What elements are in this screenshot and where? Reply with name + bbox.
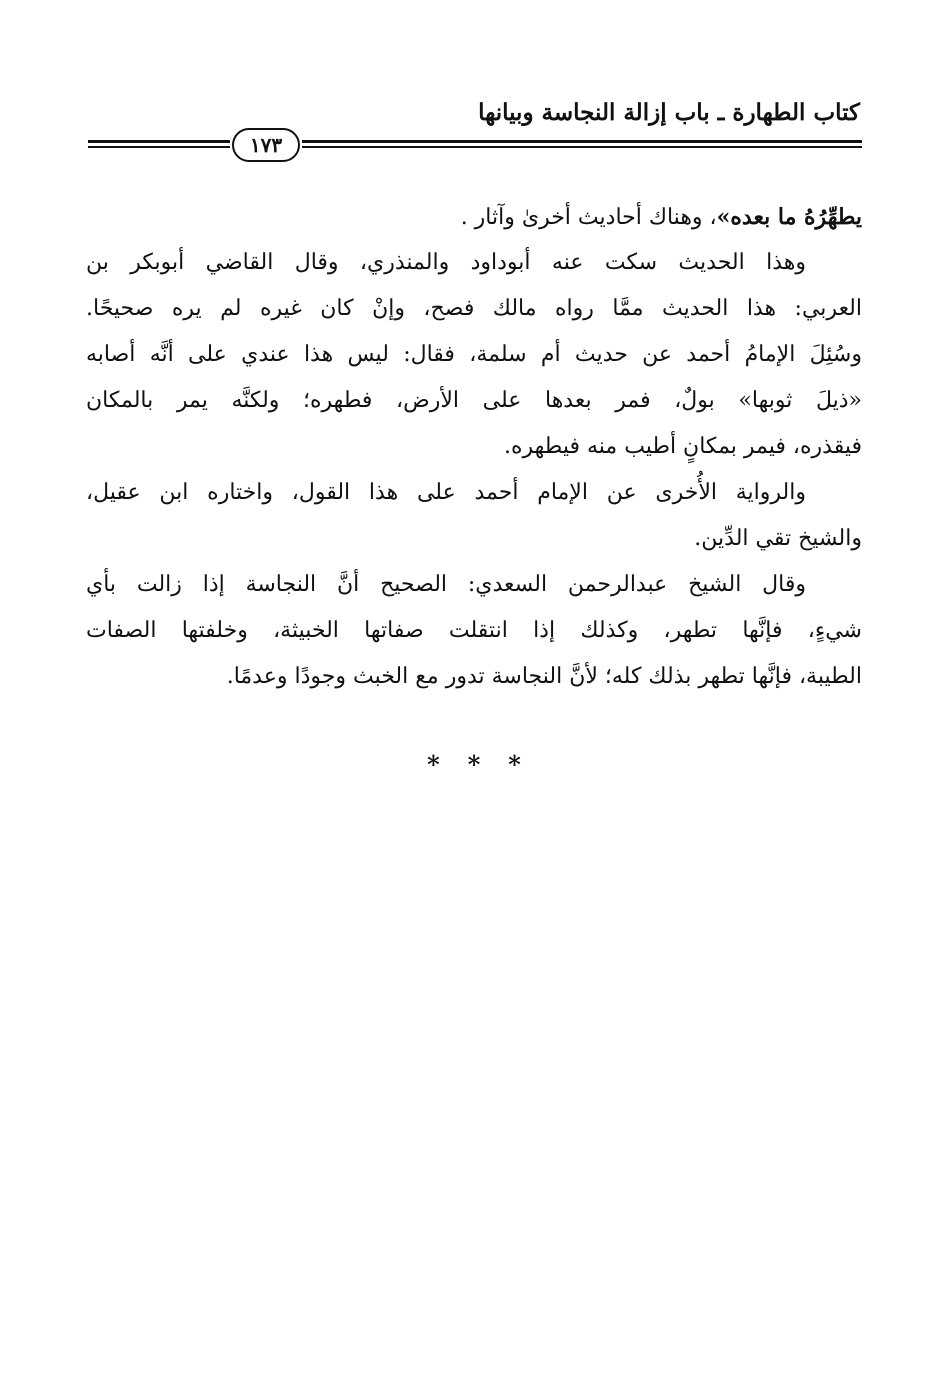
text-line-2: وهذا الحديث سكت عنه أبوداود والمنذري، وقال القاضي أبوبكر بن	[86, 250, 806, 275]
text-line-7: والرواية الأُخرى عن الإمام أحمد على هذا القول، واختاره ابن عقيل،	[86, 480, 806, 505]
text-line-1-rest: ، وهناك أحاديث أخرىٰ وآثار .	[460, 205, 717, 230]
text-line-8: والشيخ تقي الدِّين.	[694, 526, 862, 551]
header-rule-left	[88, 140, 230, 149]
text-line-1	[86, 194, 862, 240]
section-separator-asterisks: ***	[427, 750, 549, 779]
text-line-4: وسُئِلَ الإمامُ أحمد عن حديث أم سلمة، فقال: ليس هذا عندي على أنَّه أصابه	[86, 342, 862, 367]
header-rule	[88, 126, 862, 166]
text-line-11: الطيبة، فإنَّها تطهر بذلك كله؛ لأنَّ النجاسة تدور مع الخبث وجودًا وعدمًا.	[226, 664, 862, 689]
text-line-3: العربي: هذا الحديث ممَّا رواه مالك فصح، وإنْ كان غيره لم يره صحيحًا.	[86, 296, 862, 321]
text-line-10: شيءٍ، فإنَّها تطهر، وكذلك إذا انتقلت صفاتها الخبيثة، وخلفتها الصفات	[86, 618, 862, 643]
quoted-hadith-end: يطهِّرُهُ ما بعده»	[716, 204, 862, 230]
text-line-5: «ذيلَ ثوبها» بولٌ، فمر بعدها على الأرض، فطهره؛ ولكنَّه يمر بالمكان	[86, 388, 862, 413]
page-number: ١٧٣	[232, 128, 300, 162]
text-line-6: فيقذره، فيمر بمكانٍ أطيب منه فيطهره.	[504, 434, 862, 459]
header-rule-right	[302, 140, 862, 149]
running-title: كتاب الطهارة ـ باب إزالة النجاسة وبيانها	[478, 99, 860, 126]
body-text	[86, 194, 862, 700]
text-line-9: وقال الشيخ عبدالرحمن السعدي: الصحيح أنَّ النجاسة إذا زالت بأي	[86, 572, 806, 597]
